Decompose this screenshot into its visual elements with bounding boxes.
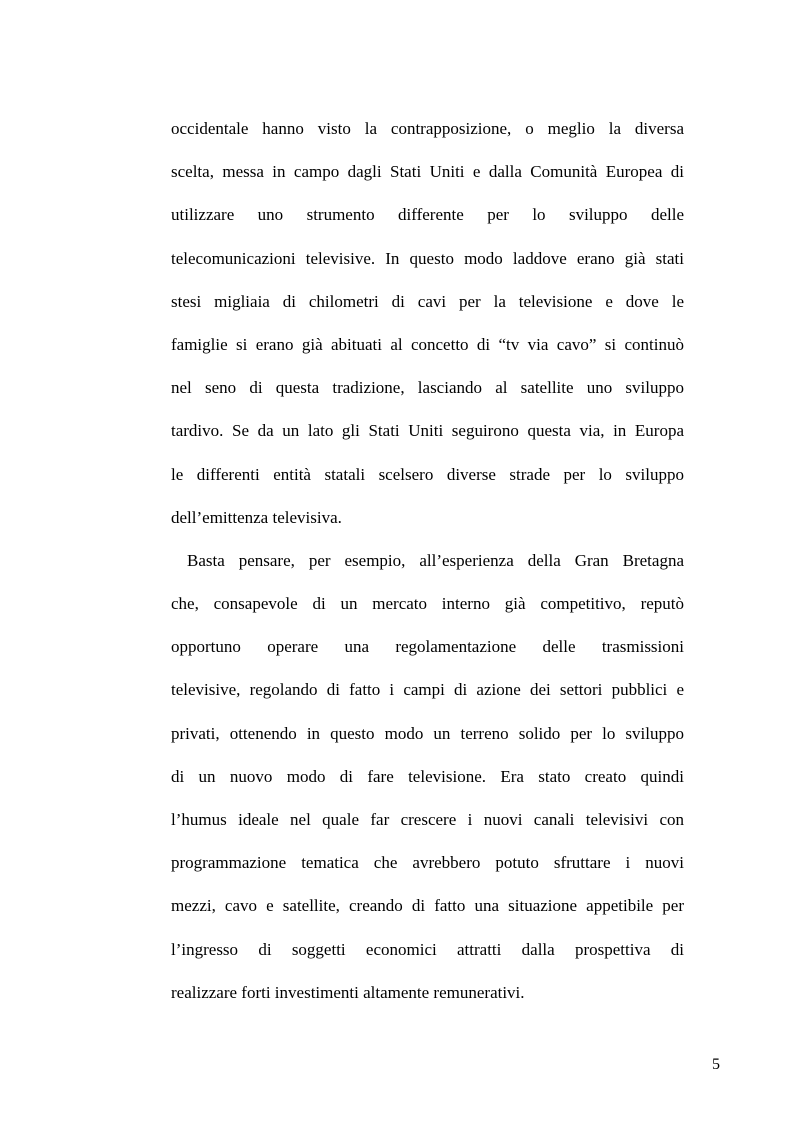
text-line: le differenti entità statali scelsero diverse strade per lo sviluppo <box>171 464 684 484</box>
text-line: scelta, messa in campo dagli Stati Uniti e dalla Comunità Europea di <box>171 162 684 182</box>
text-line: stesi migliaia di chilometri di cavi per la televisione e dove le <box>171 291 684 311</box>
text-line: nel seno di questa tradizione, lasciando al satellite uno sviluppo <box>171 378 684 398</box>
text-line: l’humus ideale nel quale far crescere i nuovi canali televisivi con <box>171 810 684 829</box>
text-line: televisive, regolando di fatto i campi di azione dei settori pubblici e <box>171 680 684 700</box>
text-line: tardivo. Se da un lato gli Stati Uniti seguirono questa via, in Europa <box>171 421 684 441</box>
text-line: opportuno operare una regolamentazione delle trasmissioni <box>171 637 684 657</box>
text-line: l’ingresso di soggetti economici attratti dalla prospettiva di <box>171 939 684 959</box>
paragraph-1 <box>171 107 684 539</box>
text-line: di un nuovo modo di fare televisione. Era stato creato quindi <box>171 766 684 786</box>
text-line: mezzi, cavo e satellite, creando di fatto una situazione appetibile per <box>171 896 684 916</box>
text-line: privati, ottenendo in questo modo un terreno solido per lo sviluppo <box>171 723 684 743</box>
body-text <box>171 107 684 1014</box>
text-line: telecomunicazioni televisive. In questo modo laddove erano già stati <box>171 248 684 268</box>
text-line: occidentale hanno visto la contrapposizione, o meglio la diversa <box>171 119 684 138</box>
text-line: realizzare forti investimenti altamente remunerativi. <box>171 982 525 1002</box>
text-line: che, consapevole di un mercato interno già competitivo, reputò <box>171 594 684 614</box>
text-line: programmazione tematica che avrebbero potuto sfruttare i nuovi <box>171 853 684 873</box>
text-line: famiglie si erano già abituati al concetto di “tv via cavo” si continuò <box>171 334 684 354</box>
paragraph-2 <box>171 539 684 1014</box>
text-line: Basta pensare, per esempio, all’esperienza della Gran Bretagna <box>187 550 684 570</box>
page-number: 5 <box>712 1056 720 1073</box>
text-line: dell’emittenza televisiva. <box>171 507 342 527</box>
text-line: utilizzare uno strumento differente per lo sviluppo delle <box>171 205 684 225</box>
